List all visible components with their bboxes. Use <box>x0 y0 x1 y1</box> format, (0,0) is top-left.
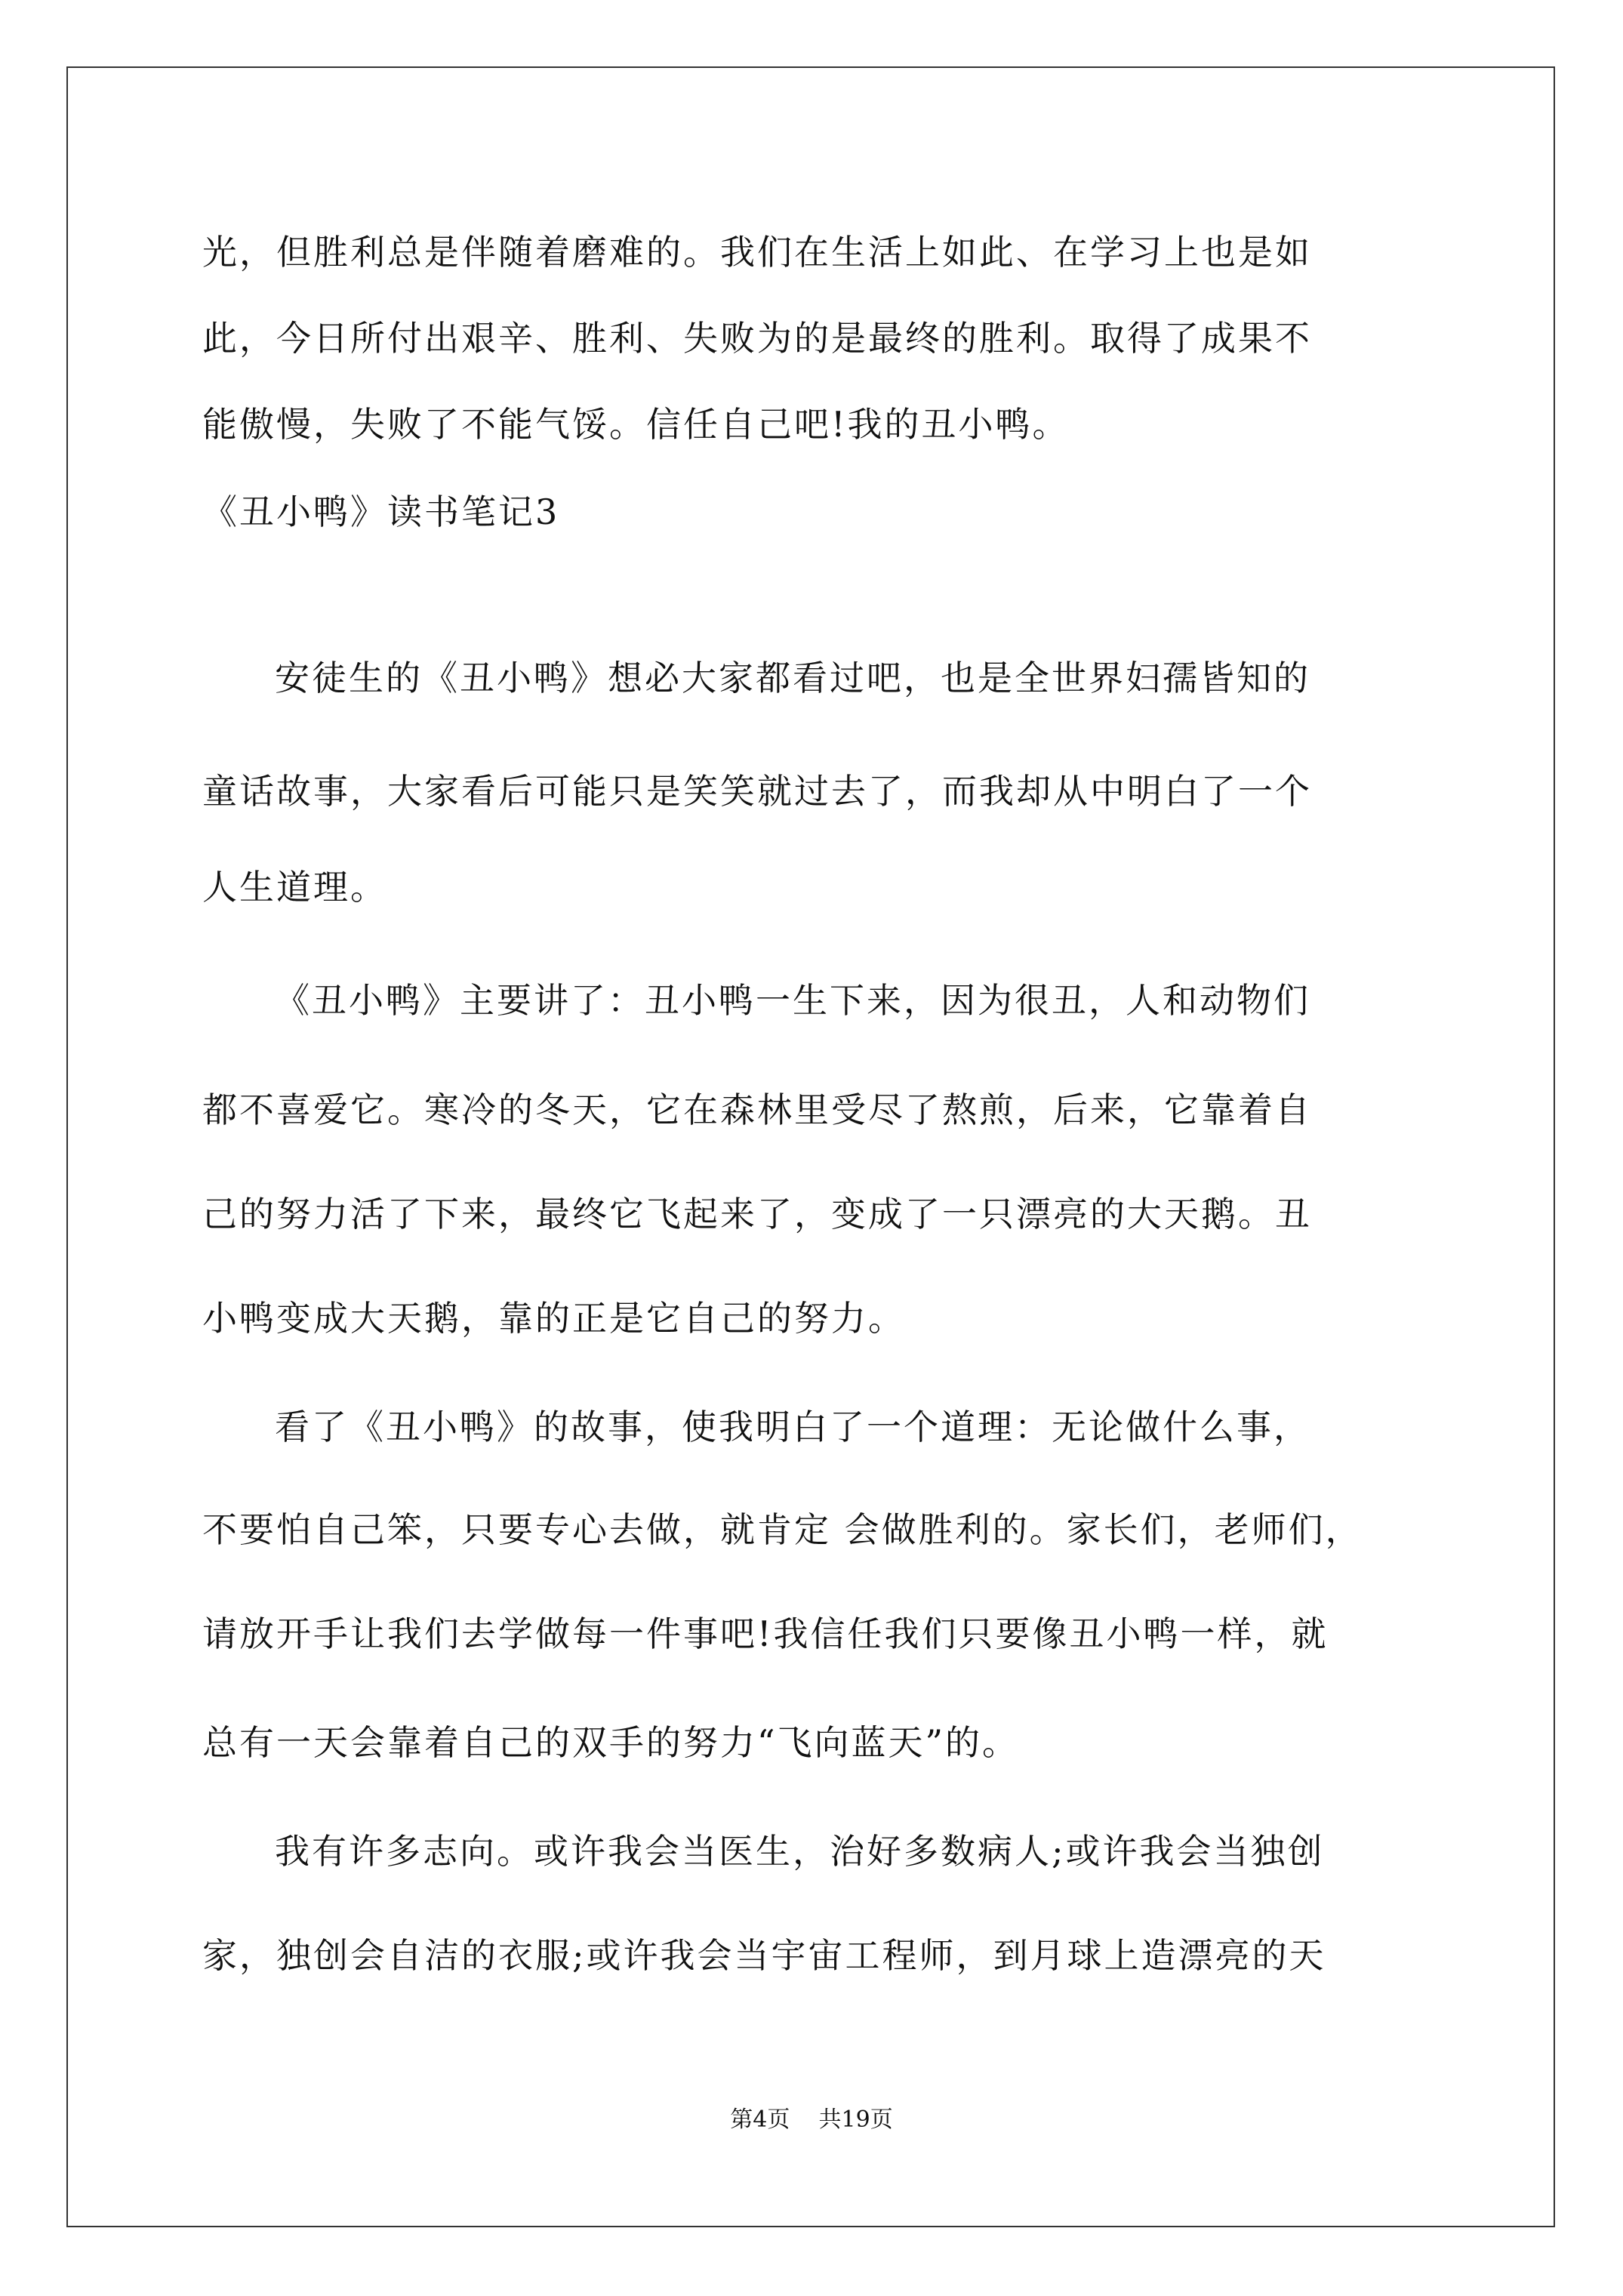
text-line: 童话故事，大家看后可能只是笑笑就过去了，而我却从中明白了一个 <box>202 771 1312 812</box>
text-line: 不要怕自己笨，只要专心去做，就肯定 会做胜利的。家长们，老师们， <box>202 1509 1363 1550</box>
text-line: 己的努力活了下来，最终它飞起来了，变成了一只漂亮的大天鹅。丑 <box>202 1194 1312 1234</box>
text-line: 家，独创会自洁的衣服;或许我会当宇宙工程师，到月球上造漂亮的天 <box>202 1935 1326 1976</box>
text-line: 光，但胜利总是伴随着磨难的。我们在生活上如此、在学习上也是如 <box>202 232 1312 273</box>
text-line: 看了《丑小鸭》的故事，使我明白了一个道理：无论做什么事， <box>275 1407 1310 1447</box>
text-line: 我有许多志向。或许我会当医生，治好多数病人;或许我会当独创 <box>275 1831 1325 1872</box>
text-line: 安徒生的《丑小鸭》想必大家都看过吧，也是全世界妇孺皆知的 <box>275 658 1310 698</box>
text-line: 都不喜爱它。寒冷的冬天，它在森林里受尽了熬煎，后来，它靠着自 <box>202 1089 1312 1130</box>
text-line: 总有一天会靠着自己的双手的努力“飞向蓝天”的。 <box>202 1722 1020 1763</box>
section-heading: 《丑小鸭》读书笔记3 <box>202 492 560 532</box>
text-line: 《丑小鸭》主要讲了：丑小鸭一生下来，因为很丑，人和动物们 <box>275 980 1310 1021</box>
text-line: 请放开手让我们去学做每一件事吧!我信任我们只要像丑小鸭一样，就 <box>202 1613 1329 1654</box>
text-line: 人生道理。 <box>202 867 387 908</box>
text-line: 能傲慢，失败了不能气馁。信任自己吧!我的丑小鸭。 <box>202 404 1070 445</box>
text-line: 小鸭变成大天鹅，靠的正是它自己的努力。 <box>202 1298 905 1339</box>
page-number: 第4页 共19页 <box>730 2106 893 2133</box>
page-border <box>66 66 1555 2227</box>
text-line: 此，今日所付出艰辛、胜利、失败为的是最终的胜利。取得了成果不 <box>202 318 1312 359</box>
